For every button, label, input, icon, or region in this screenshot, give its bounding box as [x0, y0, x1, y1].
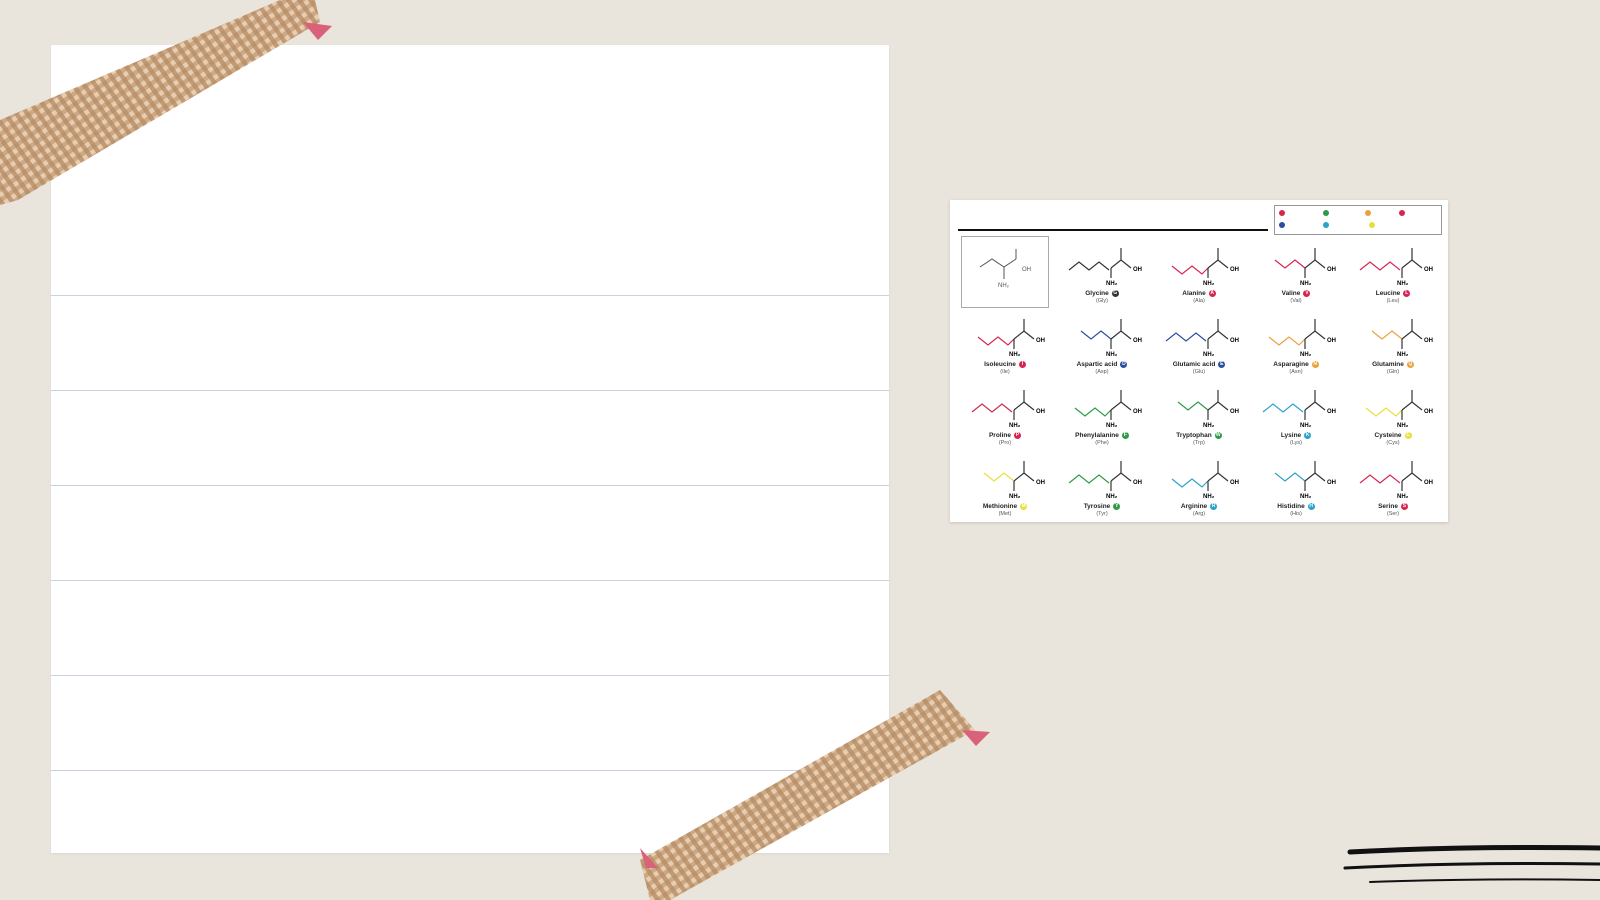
amino-acid-name-text: Glycine	[1085, 290, 1109, 298]
amino-acid-code: (Ile)	[1000, 369, 1010, 375]
amino-acid-name	[958, 503, 1052, 510]
svg-text:NH₂: NH₂	[1203, 494, 1215, 500]
amino-acid-name-text: Histidine	[1277, 503, 1305, 511]
svg-text:OH: OH	[1230, 409, 1239, 415]
amino-acid-cell	[1249, 382, 1343, 450]
svg-text:OH: OH	[1230, 480, 1239, 486]
amino-acid-name-text: Proline	[988, 432, 1012, 440]
structure-drawing	[958, 382, 1052, 432]
amino-acid-name-text: Cysteine	[1374, 432, 1402, 440]
amino-acid-letter-badge: F	[1123, 432, 1127, 438]
amino-acid-name	[1152, 432, 1246, 439]
amino-acid-letter-badge: M	[1021, 503, 1026, 509]
svg-text:OH: OH	[1327, 338, 1336, 344]
structure-drawing	[958, 311, 1052, 361]
amino-acid-name	[1055, 503, 1149, 510]
glycine-key-box	[961, 236, 1049, 308]
amino-acid-name	[1152, 503, 1246, 510]
legend-dot	[1365, 210, 1371, 216]
svg-text:NH₂: NH₂	[1106, 281, 1118, 287]
ruled-line	[51, 580, 889, 581]
amino-acid-name-text: Tryptophan	[1176, 432, 1212, 440]
amino-acid-code: (Gln)	[1386, 369, 1400, 375]
amino-acid-name	[1249, 361, 1343, 368]
amino-acid-cell	[1152, 311, 1246, 379]
amino-acid-name-text: Glutamic acid	[1172, 361, 1216, 369]
amino-acid-letter-badge: K	[1305, 432, 1310, 438]
svg-text:NH₂: NH₂	[1300, 281, 1312, 287]
decorative-brush-lines	[1340, 830, 1600, 900]
svg-text:OH: OH	[1133, 409, 1142, 415]
svg-text:OH: OH	[1424, 480, 1433, 486]
amino-acid-letter-badge: C	[1406, 432, 1410, 438]
svg-text:OH: OH	[1424, 338, 1433, 344]
svg-text:NH₂: NH₂	[1009, 423, 1021, 429]
svg-text:NH₂: NH₂	[1106, 352, 1118, 358]
amino-acid-letter-badge: G	[1113, 290, 1118, 296]
svg-text:OH: OH	[1230, 267, 1239, 273]
amino-acid-code: (Gly)	[1096, 298, 1108, 304]
svg-text:OH: OH	[1022, 267, 1031, 273]
svg-text:OH: OH	[1133, 267, 1142, 273]
amino-acid-name	[1249, 290, 1343, 297]
svg-text:OH: OH	[1327, 409, 1336, 415]
amino-acid-letter-badge: E	[1220, 361, 1224, 367]
amino-acid-name-text: Alanine	[1182, 290, 1206, 298]
structure-drawing	[1055, 240, 1149, 290]
tape-bottom	[640, 690, 1000, 900]
svg-text:OH: OH	[1133, 338, 1142, 344]
structure-drawing	[1346, 382, 1440, 432]
legend-item	[1399, 210, 1407, 216]
amino-acid-letter-badge: H	[1309, 503, 1314, 509]
amino-acid-name-text: Lysine	[1280, 432, 1302, 440]
legend-item	[1365, 210, 1373, 216]
ruled-line	[51, 675, 889, 676]
amino-acid-code: (Met)	[998, 511, 1012, 517]
svg-text:OH: OH	[1327, 267, 1336, 273]
structure-drawing	[958, 453, 1052, 503]
amino-acid-cell	[958, 453, 1052, 521]
amino-acid-cell	[958, 311, 1052, 379]
svg-text:OH: OH	[1036, 409, 1045, 415]
amino-acid-code: (Tyr)	[1096, 511, 1108, 517]
ruled-line	[51, 485, 889, 486]
structure-drawing	[1249, 240, 1343, 290]
amino-acid-code: (Ser)	[1386, 511, 1400, 517]
svg-text:OH: OH	[1424, 267, 1433, 273]
amino-acid-name-text: Methionine	[982, 503, 1018, 511]
amino-acid-name	[1346, 432, 1440, 439]
amino-acid-name-text: Tyrosine	[1083, 503, 1111, 511]
amino-acid-letter-badge: V	[1305, 290, 1309, 296]
amino-acid-name	[1152, 361, 1246, 368]
legend-dot	[1279, 210, 1285, 216]
svg-text:OH: OH	[1036, 480, 1045, 486]
amino-acid-cell	[1346, 311, 1440, 379]
legend-item	[1279, 222, 1287, 228]
amino-acid-cell	[1152, 382, 1246, 450]
tape-top-left	[0, 0, 340, 210]
amino-acid-code: (Ala)	[1193, 298, 1205, 304]
amino-acid-name	[1055, 290, 1149, 297]
amino-acid-code: (Arg)	[1192, 511, 1206, 517]
amino-acid-code: (His)	[1290, 511, 1302, 517]
amino-acid-code: (Asp)	[1095, 369, 1109, 375]
amino-acid-letter-badge: P	[1015, 432, 1020, 438]
amino-acid-name-text: Valine	[1281, 290, 1301, 298]
svg-text:NH₂: NH₂	[1203, 352, 1215, 358]
amino-acid-code: (Glu)	[1192, 369, 1206, 375]
amino-acid-letter-badge: I	[1019, 361, 1026, 368]
legend-dot	[1369, 222, 1375, 228]
svg-text:OH: OH	[1036, 338, 1045, 344]
legend-item	[1323, 222, 1331, 228]
amino-acid-cell	[1249, 311, 1343, 379]
ruled-line	[51, 390, 889, 391]
amino-acids-figure	[950, 200, 1448, 522]
amino-acid-code: (Trp)	[1193, 440, 1205, 446]
amino-acid-letter-badge: Q	[1408, 361, 1413, 367]
amino-acid-name	[1249, 503, 1343, 510]
amino-acid-cell	[1055, 240, 1149, 308]
amino-acid-cell	[1249, 240, 1343, 308]
svg-text:NH₂: NH₂	[1106, 494, 1118, 500]
amino-acid-code: (Lys)	[1289, 440, 1303, 446]
amino-acid-name-text: Phenylalanine	[1075, 432, 1119, 440]
amino-acid-name	[1346, 503, 1440, 510]
amino-acid-code: (Phe)	[1095, 440, 1109, 446]
amino-acid-code: (Asn)	[1289, 369, 1303, 375]
amino-acid-name	[1249, 432, 1343, 439]
svg-text:NH₂: NH₂	[1300, 494, 1312, 500]
legend-item	[1369, 222, 1377, 228]
amino-acid-name	[1152, 290, 1246, 297]
amino-acid-letter-badge: Y	[1115, 503, 1119, 509]
structure-drawing	[1152, 453, 1246, 503]
svg-text:NH₂: NH₂	[1106, 423, 1118, 429]
structure-drawing	[1346, 453, 1440, 503]
svg-text:NH₂: NH₂	[1203, 423, 1215, 429]
amino-acid-letter-badge: L	[1405, 290, 1409, 296]
amino-acid-name-text: Arginine	[1180, 503, 1208, 511]
amino-acid-code: (Cys)	[1386, 440, 1400, 446]
amino-acid-letter-badge: A	[1210, 290, 1215, 296]
amino-acid-name-text: Glutamine	[1372, 361, 1404, 369]
amino-acid-code: (Pro)	[998, 440, 1012, 446]
svg-text:NH₂: NH₂	[1009, 352, 1021, 358]
svg-text:OH: OH	[1230, 338, 1239, 344]
svg-text:NH₂: NH₂	[998, 283, 1009, 289]
legend-item	[1323, 210, 1331, 216]
svg-text:NH₂: NH₂	[1203, 281, 1215, 287]
ruled-line	[51, 295, 889, 296]
amino-acid-code: (Leu)	[1386, 298, 1400, 304]
amino-acid-cell	[1346, 453, 1440, 521]
amino-acid-letter-badge: S	[1402, 503, 1407, 509]
amino-acid-letter-badge: W	[1215, 432, 1221, 438]
legend-dot	[1399, 210, 1405, 216]
amino-acid-cell	[958, 382, 1052, 450]
structure-drawing	[1152, 382, 1246, 432]
legend-dot	[1323, 210, 1329, 216]
amino-acid-cell	[1055, 453, 1149, 521]
amino-acid-letter-badge: D	[1122, 361, 1126, 367]
amino-acid-name	[1346, 361, 1440, 368]
amino-acid-name	[1346, 290, 1440, 297]
structure-drawing	[1152, 311, 1246, 361]
svg-text:NH₂: NH₂	[1300, 352, 1312, 358]
structure-drawing	[1249, 311, 1343, 361]
amino-acid-cell	[1152, 240, 1246, 308]
legend-dot	[1279, 222, 1285, 228]
amino-acid-cell	[1055, 311, 1149, 379]
amino-acid-cell	[1346, 240, 1440, 308]
amino-acid-name-text: Isoleucine	[984, 361, 1016, 369]
key-structure	[962, 237, 1048, 307]
amino-acid-letter-badge: N	[1313, 361, 1318, 367]
structure-drawing	[1055, 311, 1149, 361]
svg-text:NH₂: NH₂	[1009, 494, 1021, 500]
svg-text:NH₂: NH₂	[1397, 352, 1409, 358]
svg-text:NH₂: NH₂	[1397, 423, 1409, 429]
amino-acid-cell	[1346, 382, 1440, 450]
amino-acid-name	[958, 361, 1052, 368]
figure-title-underline	[958, 229, 1268, 231]
svg-text:NH₂: NH₂	[1300, 423, 1312, 429]
svg-text:NH₂: NH₂	[1397, 494, 1409, 500]
structure-drawing	[1055, 382, 1149, 432]
amino-acid-name-text: Leucine	[1375, 290, 1401, 298]
amino-acid-name	[958, 432, 1052, 439]
amino-acid-name-text: Serine	[1378, 503, 1398, 511]
amino-acid-letter-badge: R	[1211, 503, 1216, 509]
amino-acid-cell	[1152, 453, 1246, 521]
structure-drawing	[1055, 453, 1149, 503]
amino-acid-code: (Val)	[1290, 298, 1302, 304]
amino-acid-cell	[1055, 382, 1149, 450]
structure-drawing	[1249, 453, 1343, 503]
amino-acid-name	[1055, 432, 1149, 439]
amino-acid-cell	[1249, 453, 1343, 521]
legend-item	[1279, 210, 1287, 216]
structure-drawing	[1152, 240, 1246, 290]
figure-legend	[1274, 205, 1442, 235]
structure-drawing	[1346, 311, 1440, 361]
svg-text:NH₂: NH₂	[1397, 281, 1409, 287]
amino-acid-name-text: Asparagine	[1273, 361, 1309, 369]
svg-text:OH: OH	[1424, 409, 1433, 415]
svg-text:OH: OH	[1133, 480, 1142, 486]
legend-dot	[1323, 222, 1329, 228]
amino-acid-name-text: Aspartic acid	[1076, 361, 1118, 369]
amino-acid-name	[1055, 361, 1149, 368]
svg-text:OH: OH	[1327, 480, 1336, 486]
structure-drawing	[1346, 240, 1440, 290]
structure-drawing	[1249, 382, 1343, 432]
